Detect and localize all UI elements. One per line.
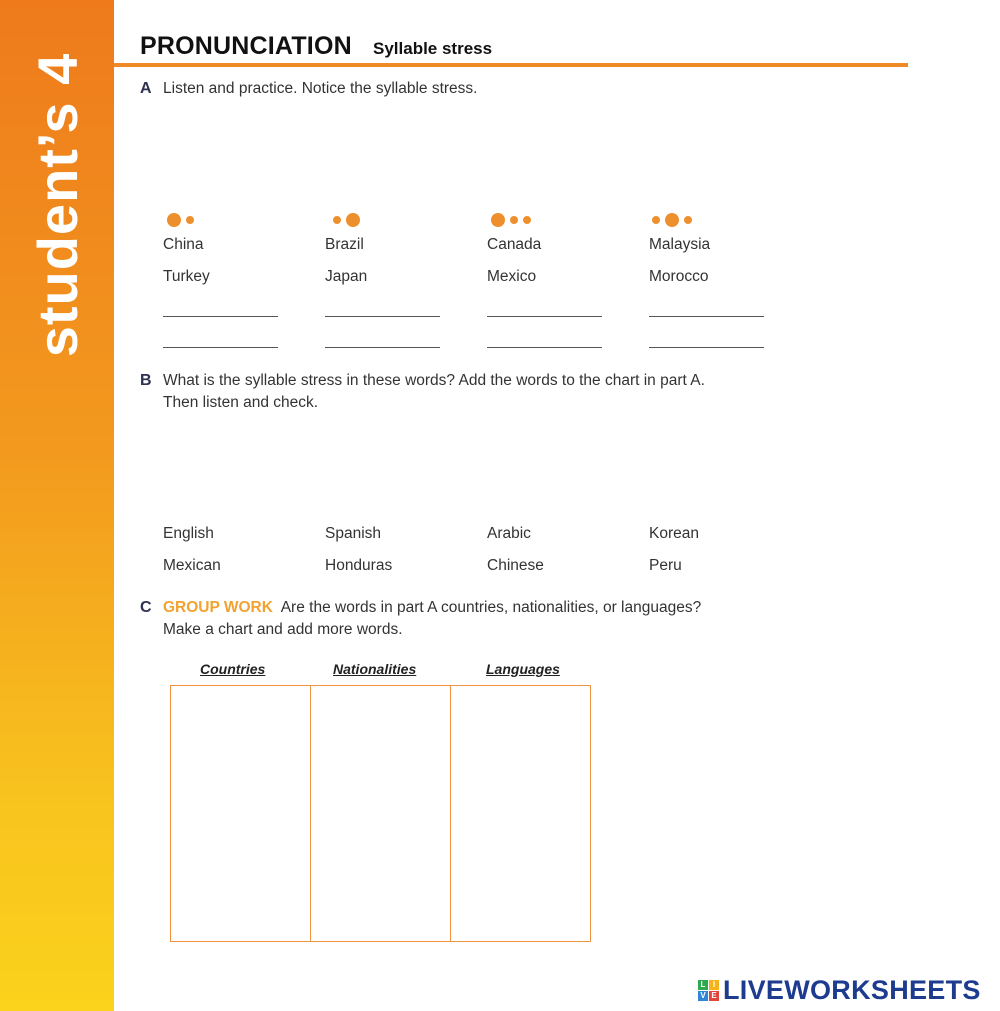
section-c-letter: C bbox=[140, 599, 152, 616]
page-title: PRONUNCIATION bbox=[140, 32, 352, 60]
logo-text: LIVEWORKSHEETS bbox=[723, 975, 981, 1005]
answer-blank[interactable] bbox=[649, 347, 764, 348]
answer-blank[interactable] bbox=[649, 316, 764, 317]
column-header-countries: Countries bbox=[200, 661, 266, 677]
word-b-1-2: Mexican bbox=[163, 557, 221, 574]
word-a-3-2: Mexico bbox=[487, 268, 537, 285]
word-b-4-2: Peru bbox=[649, 557, 682, 574]
stress-pattern-4 bbox=[652, 210, 692, 230]
word-a-2-2: Japan bbox=[325, 268, 368, 285]
logo-mark-icon: L I V E bbox=[698, 980, 719, 1001]
column-header-nationalities: Nationalities bbox=[333, 661, 417, 677]
answer-blank[interactable] bbox=[487, 347, 602, 348]
word-b-3-1: Arabic bbox=[487, 525, 531, 542]
page-subtitle: Syllable stress bbox=[373, 39, 493, 58]
section-c-question: Are the words in part A countries, nationalities, or languages? bbox=[280, 599, 702, 616]
section-c-instruction-1 bbox=[163, 597, 701, 618]
answer-blank[interactable] bbox=[325, 316, 440, 317]
countries-column[interactable] bbox=[171, 686, 311, 941]
answer-blank[interactable] bbox=[325, 347, 440, 348]
column-header-languages: Languages bbox=[486, 661, 560, 677]
answer-blank[interactable] bbox=[163, 316, 278, 317]
stress-pattern-2 bbox=[333, 210, 360, 230]
side-band bbox=[0, 0, 114, 1011]
section-b-letter: B bbox=[140, 372, 152, 389]
word-b-2-2: Honduras bbox=[325, 557, 393, 574]
word-b-1-1: English bbox=[163, 525, 214, 542]
word-b-3-2: Chinese bbox=[487, 557, 544, 574]
stress-pattern-1 bbox=[167, 210, 194, 230]
languages-column[interactable] bbox=[451, 686, 590, 941]
section-b-instruction-1: What is the syllable stress in these words? Add the words to the chart in part A. bbox=[163, 372, 705, 389]
group-work-label: GROUP WORK bbox=[163, 599, 273, 616]
answer-blank[interactable] bbox=[163, 347, 278, 348]
side-label: student’s 4 bbox=[26, 52, 89, 358]
word-b-2-1: Spanish bbox=[325, 525, 382, 542]
liveworksheets-logo bbox=[698, 975, 981, 1006]
word-a-1-2: Turkey bbox=[163, 268, 210, 285]
word-a-3-1: Canada bbox=[487, 236, 542, 253]
word-a-1-1: China bbox=[163, 236, 204, 253]
word-a-4-2: Morocco bbox=[649, 268, 709, 285]
answer-blank[interactable] bbox=[487, 316, 602, 317]
section-a-instruction: Listen and practice. Notice the syllable stress. bbox=[163, 80, 478, 97]
word-a-4-1: Malaysia bbox=[649, 236, 711, 253]
stress-pattern-3 bbox=[491, 210, 531, 230]
nationalities-column[interactable] bbox=[311, 686, 451, 941]
word-a-2-1: Brazil bbox=[325, 236, 364, 253]
section-a-letter: A bbox=[140, 80, 152, 97]
group-work-chart bbox=[170, 685, 591, 942]
section-c-instruction-2: Make a chart and add more words. bbox=[163, 621, 403, 638]
section-b-instruction-2: Then listen and check. bbox=[163, 394, 319, 411]
word-b-4-1: Korean bbox=[649, 525, 699, 542]
title-divider bbox=[114, 63, 908, 67]
